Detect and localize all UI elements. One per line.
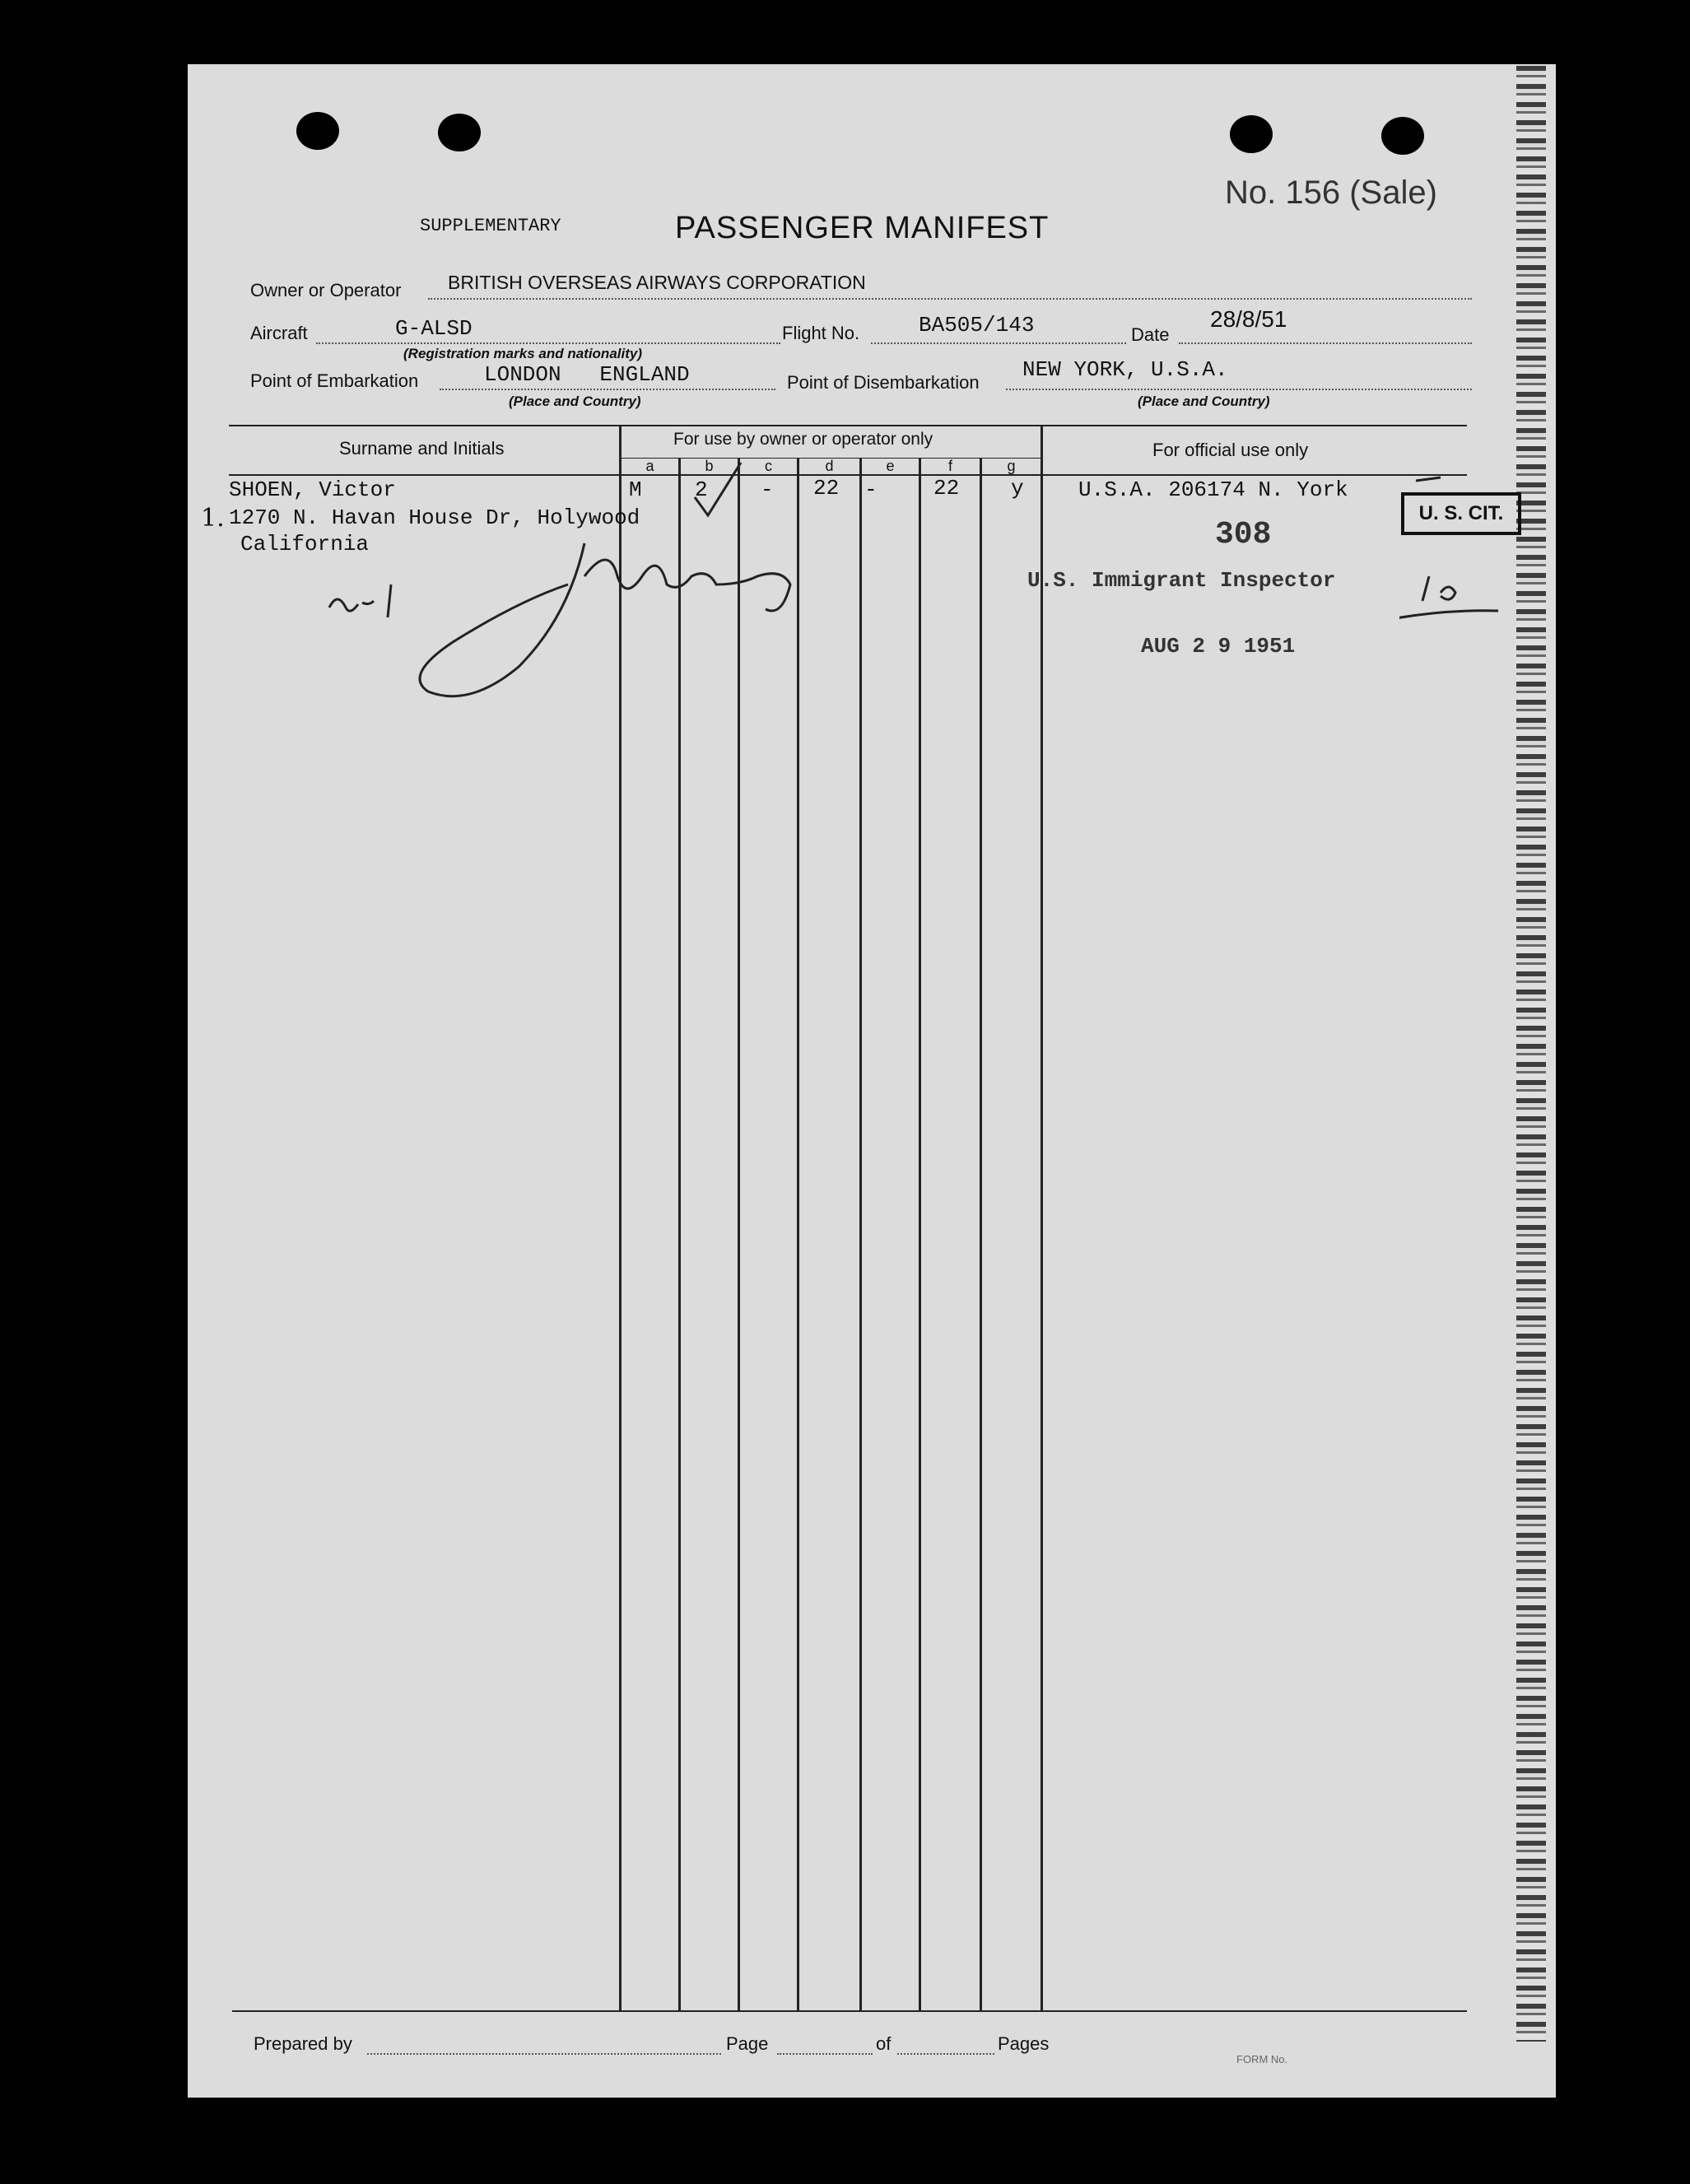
official-entry: U.S.A. 206174 N. York bbox=[1078, 477, 1348, 502]
prepared-by-label: Prepared by bbox=[254, 2033, 352, 2054]
manifest-sheet bbox=[188, 64, 1556, 2098]
place-note-disembark: (Place and Country) bbox=[1138, 393, 1270, 409]
handwritten-mark bbox=[1399, 461, 1515, 634]
owner-line bbox=[428, 298, 1472, 300]
punch-hole bbox=[1381, 117, 1424, 155]
column-b-header: b bbox=[705, 458, 714, 474]
disembark-value: NEW YORK, U.S.A. bbox=[1022, 357, 1228, 382]
supplementary-label: SUPPLEMENTARY bbox=[420, 216, 561, 236]
disembark-line bbox=[1006, 389, 1472, 390]
torn-edge bbox=[1516, 66, 1546, 2042]
prepared-by-line bbox=[367, 2053, 721, 2055]
pages-label: Pages bbox=[998, 2033, 1050, 2054]
punch-hole bbox=[1230, 115, 1273, 153]
surname-header: Surname and Initials bbox=[339, 438, 505, 459]
passenger-address-line2: California bbox=[240, 532, 370, 556]
official-use-header: For official use only bbox=[1152, 440, 1309, 460]
flight-value: BA505/143 bbox=[919, 313, 1035, 338]
of-label: of bbox=[876, 2033, 892, 2054]
cell-a: M bbox=[629, 477, 642, 502]
embark-label: Point of Embarkation bbox=[250, 370, 419, 391]
page-title: PASSENGER MANIFEST bbox=[675, 211, 1050, 245]
us-citizen-stamp: U. S. CIT. bbox=[1401, 492, 1521, 535]
inspector-stamp: U.S. Immigrant Inspector bbox=[1027, 568, 1336, 593]
punch-hole bbox=[438, 114, 481, 151]
form-print: FORM No. bbox=[1236, 2053, 1288, 2065]
cell-e: - bbox=[864, 477, 878, 502]
inspector-number-stamp: 308 bbox=[1215, 517, 1272, 552]
page-line bbox=[777, 2053, 873, 2055]
column-g-header: g bbox=[1007, 458, 1016, 474]
owner-label: Owner or Operator bbox=[250, 280, 402, 300]
date-value: 28/8/51 bbox=[1210, 306, 1287, 332]
passenger-name: SHOEN, Victor bbox=[229, 477, 396, 502]
registration-note: (Registration marks and nationality) bbox=[403, 346, 642, 361]
owner-use-header: For use by owner or operator only bbox=[673, 430, 933, 449]
form-number: No. 156 (Sale) bbox=[1225, 175, 1437, 211]
column-f-header: f bbox=[947, 458, 952, 474]
disembark-label: Point of Disembarkation bbox=[787, 372, 980, 393]
column-c-header: c bbox=[765, 458, 772, 474]
passenger-number: 1. bbox=[201, 504, 225, 533]
cell-d: 22 bbox=[813, 476, 840, 501]
column-e-header: e bbox=[886, 458, 895, 474]
checkmark-icon bbox=[690, 461, 756, 527]
date-label: Date bbox=[1131, 324, 1170, 345]
embark-value: LONDON ENGLAND bbox=[484, 362, 690, 387]
aircraft-label: Aircraft bbox=[250, 323, 308, 343]
owner-value: BRITISH OVERSEAS AIRWAYS CORPORATION bbox=[448, 272, 866, 293]
flight-label: Flight No. bbox=[782, 323, 860, 343]
cell-c: - bbox=[761, 477, 774, 502]
column-divider bbox=[980, 458, 982, 2010]
table-top-rule bbox=[229, 425, 1467, 426]
cell-g: y bbox=[1011, 476, 1024, 501]
table-bottom-rule bbox=[232, 2010, 1467, 2012]
punch-hole bbox=[296, 112, 339, 150]
pages-line bbox=[897, 2053, 994, 2055]
place-note-embark: (Place and Country) bbox=[509, 393, 641, 409]
date-line bbox=[1179, 342, 1472, 344]
cell-f: 22 bbox=[933, 476, 960, 501]
aircraft-line bbox=[316, 342, 780, 344]
aircraft-value: G-ALSD bbox=[395, 316, 473, 341]
signature-scrawl bbox=[313, 527, 971, 700]
page-label: Page bbox=[726, 2033, 769, 2054]
date-stamp: AUG 2 9 1951 bbox=[1141, 634, 1296, 659]
embark-line bbox=[440, 389, 775, 390]
flight-line bbox=[871, 342, 1126, 344]
passenger-address-line1: 1270 N. Havan House Dr, Holywood bbox=[229, 505, 640, 530]
column-d-header: d bbox=[825, 458, 834, 474]
column-divider bbox=[1041, 425, 1043, 2010]
cell-b: 2 bbox=[695, 477, 708, 502]
column-a-header: a bbox=[645, 458, 654, 474]
